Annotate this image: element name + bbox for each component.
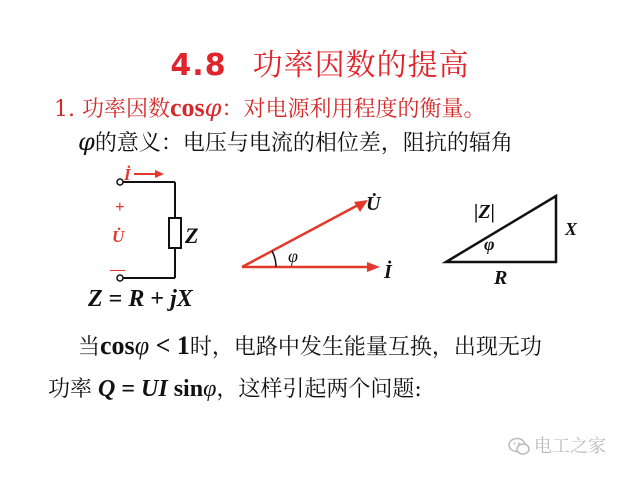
current-label: İ [124, 165, 131, 184]
triangle-shape [446, 196, 556, 262]
terminal-top [117, 179, 123, 185]
phasor-diagram [230, 180, 410, 290]
phase-angle-label: φ [288, 246, 298, 266]
phi-symbol: φ [203, 376, 217, 402]
condition-text [78, 330, 542, 361]
formula-z: Z [88, 286, 103, 312]
page-title [0, 40, 640, 84]
impedance-formula [88, 286, 193, 313]
definition-text: ：对电源利用程度的衡量。 [221, 97, 486, 122]
watermark-text: 电工之家 [534, 436, 606, 457]
current-arrow-icon [155, 170, 164, 178]
reactive-power-prefix: 功率 [48, 377, 93, 402]
phi-meaning-text: 的意义：电压与电流的相位差，阻抗的辐角 [94, 131, 513, 156]
cos-symbol: cos [100, 331, 135, 360]
watermark [508, 432, 606, 458]
wechat-icon [508, 436, 530, 456]
phi-meaning [78, 126, 513, 157]
voltage-label: U̇ [112, 227, 125, 246]
condition-prefix: 当 [78, 335, 101, 360]
formula-sin: sin [167, 376, 204, 402]
formula-r: R [128, 286, 145, 312]
impedance-triangle [436, 186, 596, 296]
hypotenuse-label: |Z| [474, 201, 496, 223]
circuit-diagram [100, 160, 230, 290]
power-factor-definition [54, 92, 485, 123]
section-title: 功率因数的提高 [252, 48, 470, 83]
formula-plus: + [144, 286, 171, 312]
impedance-label: Z [185, 223, 199, 248]
impedance-box [169, 218, 181, 248]
phi-symbol: φ [134, 331, 150, 360]
reactance-label: X [565, 219, 578, 239]
minus-sign: — [110, 262, 125, 278]
formula-eq: = [102, 286, 129, 312]
condition-suffix: 时，电路中发生能量互换，出现无功 [189, 335, 542, 360]
voltage-phasor-label: U̇ [366, 193, 381, 215]
formula-q: Q [98, 376, 116, 402]
resistance-label: R [494, 267, 508, 289]
phi-symbol: φ [78, 128, 95, 156]
definition-label: 1. 功率因数 [54, 97, 170, 122]
reactive-power-text [48, 372, 422, 403]
current-phasor-label: İ [384, 261, 392, 283]
plus-sign: + [115, 197, 125, 216]
angle-label: φ [484, 234, 495, 254]
formula-jx: jX [170, 286, 193, 312]
section-number: 4.8 [170, 48, 227, 83]
cos-symbol: cos [169, 93, 205, 122]
reactive-power-suffix: ，这样引起两个问题: [216, 377, 422, 402]
formula-ui: UI [141, 376, 168, 402]
current-arrow-icon [367, 262, 380, 272]
angle-arc [272, 251, 276, 267]
formula-eq: = [115, 376, 142, 402]
phi-symbol: φ [204, 94, 222, 122]
less-than-one: < 1 [149, 331, 190, 360]
